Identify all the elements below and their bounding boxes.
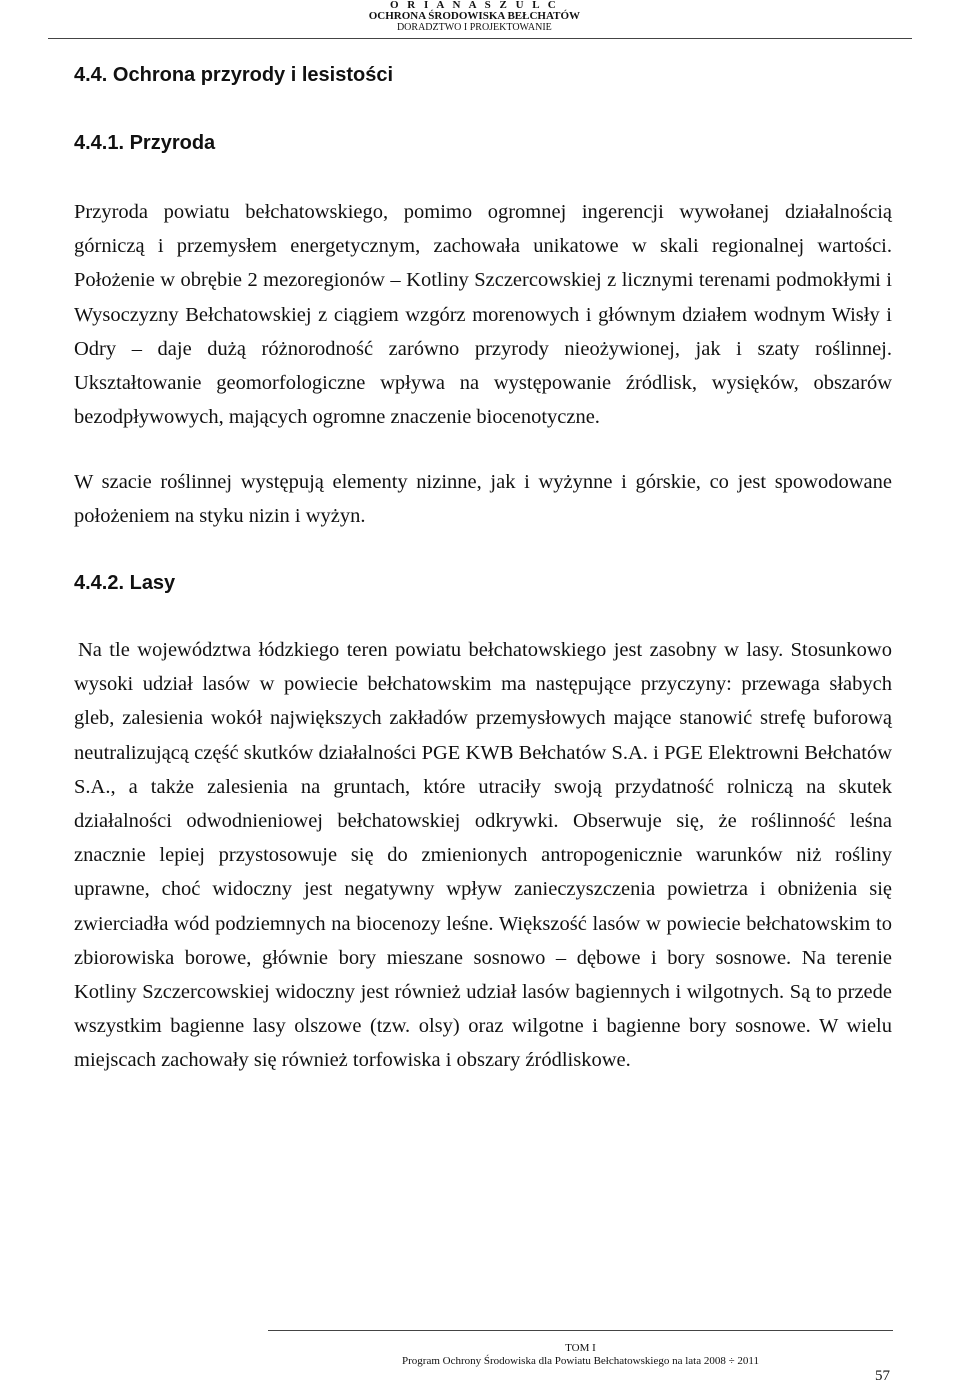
page-footer bbox=[268, 1342, 893, 1368]
header-services: DORADZTWO I PROJEKTOWANIE bbox=[396, 22, 552, 33]
page-header bbox=[369, 0, 580, 33]
paragraph-przyroda-2: W szacie roślinnej występują elementy nizinne, jak i wyżynne i górskie, co jest spowodowane położeniem na styku nizin i wyżyn. bbox=[74, 471, 892, 528]
footer-divider bbox=[268, 1330, 893, 1331]
header-company: OCHRONA ŚRODOWISKA BEŁCHATÓW bbox=[368, 10, 580, 22]
header-author: O R I A N A S Z U L C bbox=[389, 0, 559, 11]
header-divider bbox=[48, 38, 912, 39]
footer-volume: TOM I bbox=[565, 1342, 596, 1354]
subsection-title-przyroda: 4.4.1. Przyroda bbox=[74, 132, 216, 154]
section-title: 4.4. Ochrona przyrody i lesistości bbox=[74, 64, 394, 86]
page-number: 57 bbox=[875, 1368, 890, 1384]
paragraph-lasy: Na tle województwa łódzkiego teren powiatu bełchatowskiego jest zasobny w lasy. Stosunkowo wysoki udział lasów w powiecie bełchatowskim ma następujące przyczyny: przewaga słabych gleb, zalesienia wokół największych zakładów przemysłowych mające stanowić strefę buforową neutralizującą część skutków działalności PGE KWB Bełchatów S.A. i PGE Elektrowni Bełchatów S.A., a także zalesienia na gruntach, które utraciły swoją przydatność rolniczą na skutek działalności odwodnieniowej bełchatowskiej odkrywki. Obserwuje się, że roślinność leśna znacznie lepiej przystosowuje się do zmienionych antropogenicznie warunków niż rośliny uprawne, choć widoczny jest negatywny wpływ zanieczyszczenia powietrza i obniżenia się zwierciadła wód podziemnych na biocenozy leśne. Większość lasów w powiecie bełchatowskim to zbiorowiska borowe, głównie bory mieszane sosnowo – dębowe i bory sosnowe. Na terenie Kotliny Szczercowskiej widoczny jest również udział lasów bagiennych i wilgotnych. Są to przede wszystkim bagienne lasy olszowe (tzw. olsy) oraz wilgotne i bagienne bory sosnowe. W wielu miejscach zachowały się również torfowiska i obszary źródliskowe. bbox=[74, 639, 892, 1072]
footer-program: Program Ochrony Środowiska dla Powiatu Bełchatowskiego na lata 2008 ÷ 2011 bbox=[402, 1355, 759, 1367]
paragraph-przyroda-1: Przyroda powiatu bełchatowskiego, pomimo ogromnej ingerencji wywołanej działalnością górniczą i przemysłem energetycznym, zachowała unikatowe w skali regionalnej wartości. Położenie w obrębie 2 mezoregionów – Kotliny Szczercowskiej z licznymi terenami podmokłymi i Wysoczyzny Bełchatowskiej z ciągiem wzgórz morenowych i głównym działem wodnym Wisły i Odry – daje dużą różnorodność zarówno przyrody nieożywionej, jak i szaty roślinnej. Ukształtowanie geomorfologiczne wpływa na występowanie źródlisk, wysięków, obszarów bezodpływowych, mających ogromne znaczenie biocenotyczne. bbox=[74, 201, 892, 429]
subsection-title-lasy: 4.4.2. Lasy bbox=[74, 572, 176, 594]
